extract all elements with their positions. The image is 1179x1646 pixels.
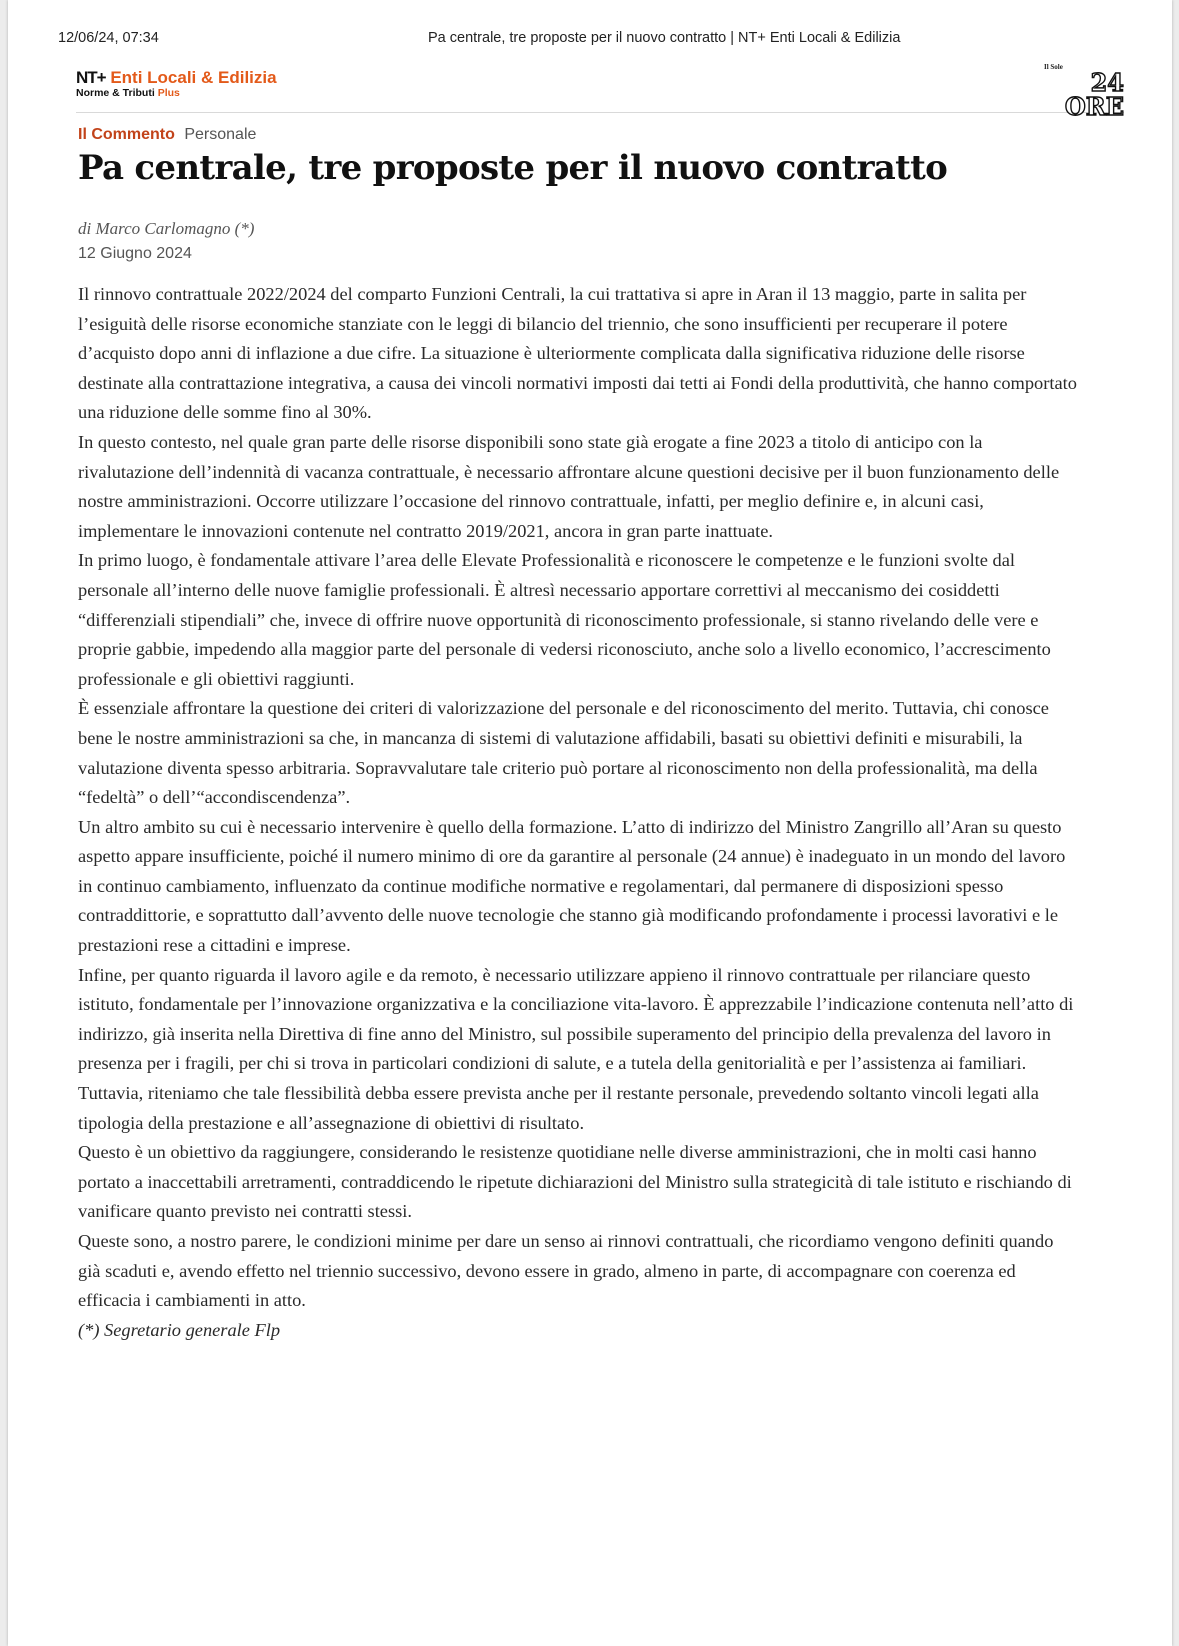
article-category[interactable]: Il Commento xyxy=(78,126,175,143)
article-author: di Marco Carlomagno (*) xyxy=(78,219,255,238)
publisher-small: Il Sole xyxy=(1044,63,1063,71)
paragraph: Il rinnovo contrattuale 2022/2024 del comparto Funzioni Centrali, la cui trattativa si apre in Aran il 13 maggio, parte in salita per l’esiguità delle risorse economiche stanziate con le leggi di bilancio del triennio, che sono insufficienti per recuperare il potere d’acquisto dopo anni di inflazione a due cifre. La situazione è ulteriormente complicata dalla significativa riduzione delle risorse destinate alla contrattazione integrativa, a causa dei vincoli normativi imposti dai tetti ai Fondi della produttività, che hanno comportato una riduzione delle somme fino al 30%. xyxy=(78,284,1077,423)
paragraph: Infine, per quanto riguarda il lavoro agile e da remoto, è necessario utilizzare appieno il rinnovo contrattuale per rilanciare questo istituto, fondamentale per l’innovazione organizzativa e la conciliazione vita-lavoro. È apprezzabile l’indicazione contenuta nell’atto di indirizzo, già inserita nella Direttiva di fine anno del Ministro, sul possibile superamento del principio della prevalenza del lavoro in presenza per i fragili, per chi si trova in particolari condizioni di salute, e a tutela della genitorialità e per l’assistenza ai familiari. Tuttavia, riteniamo che tale flessibilità debba essere prevista anche per il restante personale, prevedendo soltanto vincoli legati alla tipologia della prestazione e all’assegnazione di obiettivi di risultato. xyxy=(78,964,1074,1133)
article-section[interactable]: Personale xyxy=(184,126,257,143)
article-date: 12 Giugno 2024 xyxy=(78,245,192,262)
paragraph: Questo è un obiettivo da raggiungere, considerando le resistenze quotidiane nelle diverse amministrazioni, che in molti casi hanno portato a inaccettabili arretramenti, contraddicendo le ripetute dichiarazioni del Ministro sulla strategicità di tale istituto e rischiando di vanificare quanto previsto nei contratti stessi. xyxy=(78,1142,1072,1222)
paragraph: Un altro ambito su cui è necessario intervenire è quello della formazione. L’atto di indirizzo del Ministro Zangrillo all’Aran su questo aspetto appare insufficiente, poiché il numero minimo di ore da garantire al personale (24 annue) è inadeguato in un mondo del lavoro in continuo cambiamento, influenzato da continue modifiche normative e regolamentari, dal permanere di disposizioni spesso contraddittorie, e soprattutto dall’avvento delle nuove tecnologie che stanno già modificando profondamente i processi lavorativi e le prestazioni rese a cittadini e imprese. xyxy=(78,816,1066,956)
printed-page xyxy=(8,0,1172,1646)
article-title: Pa centrale, tre proposte per il nuovo contratto xyxy=(78,148,948,188)
print-datetime: 12/06/24, 07:34 xyxy=(58,30,159,46)
author-signature: (*) Segretario generale Flp xyxy=(78,1319,281,1340)
brand-nt: NT+ xyxy=(76,68,106,87)
paragraph: In questo contesto, nel quale gran parte delle risorse disponibili sono state già erogate a fine 2023 a titolo di anticipo con la rivalutazione dell’indennità di vacanza contrattuale, è necessario affrontare alcune questioni decisive per il buon funzionamento delle nostre amministrazioni. Occorre utilizzare l’occasione del rinnovo contrattuale, infatti, per meglio definire e, in alcuni casi, implementare le innovazioni contenute nel contratto 2019/2021, ancora in gran parte inattuate. xyxy=(78,431,1060,541)
publisher-logo[interactable] xyxy=(1030,63,1124,119)
article-body xyxy=(78,280,1078,1345)
paragraph: In primo luogo, è fondamentale attivare l’area delle Elevate Professionalità e riconoscere le competenze e le funzioni svolte dal personale all’interno delle nuove famiglie professionali. È altresì necessario apportare correttivi al meccanismo dei cosiddetti “differenziali stipendiali” che, invece di offrire nuove opportunità di riconoscimento professionale, si stanno rivelando delle vere e proprie gabbie, impedendo alla maggior parte del personale di vedersi riconosciuto, anche solo a livello economico, l’accrescimento professionale e gli obiettivi raggiunti. xyxy=(78,550,1051,689)
print-page-title: Pa centrale, tre proposte per il nuovo contratto | NT+ Enti Locali & Edilizia xyxy=(428,30,901,46)
publisher-big: 24 ORE xyxy=(1064,68,1124,121)
article-kicker xyxy=(78,126,256,144)
brand-plus: Plus xyxy=(157,87,180,99)
paragraph: Queste sono, a nostro parere, le condizioni minime per dare un senso ai rinnovi contrattuali, che ricordiamo vengono definiti quando già scaduti e, avendo effetto nel triennio successivo, devono essere in grado, almeno in parte, di accompagnare con coerenza ed efficacia i cambiamenti in atto. xyxy=(78,1231,1054,1311)
paragraph: È essenziale affrontare la questione dei criteri di valorizzazione del personale e del riconoscimento del merito. Tuttavia, chi conosce bene le nostre amministrazioni sa che, in mancanza di sistemi di valutazione affidabili, basati su obiettivi definiti e misurabili, la valutazione diventa spesso arbitraria. Sopravvalutare tale criterio può portare al riconoscimento non della professionalità, ma della “fedeltà” o dell’“accondiscendenza”. xyxy=(78,698,1049,808)
brand-subtitle: Norme & Tributi xyxy=(76,87,155,99)
brand-name: Enti Locali & Edilizia xyxy=(110,68,277,87)
brand-logo[interactable] xyxy=(76,68,277,99)
masthead xyxy=(76,63,1124,121)
